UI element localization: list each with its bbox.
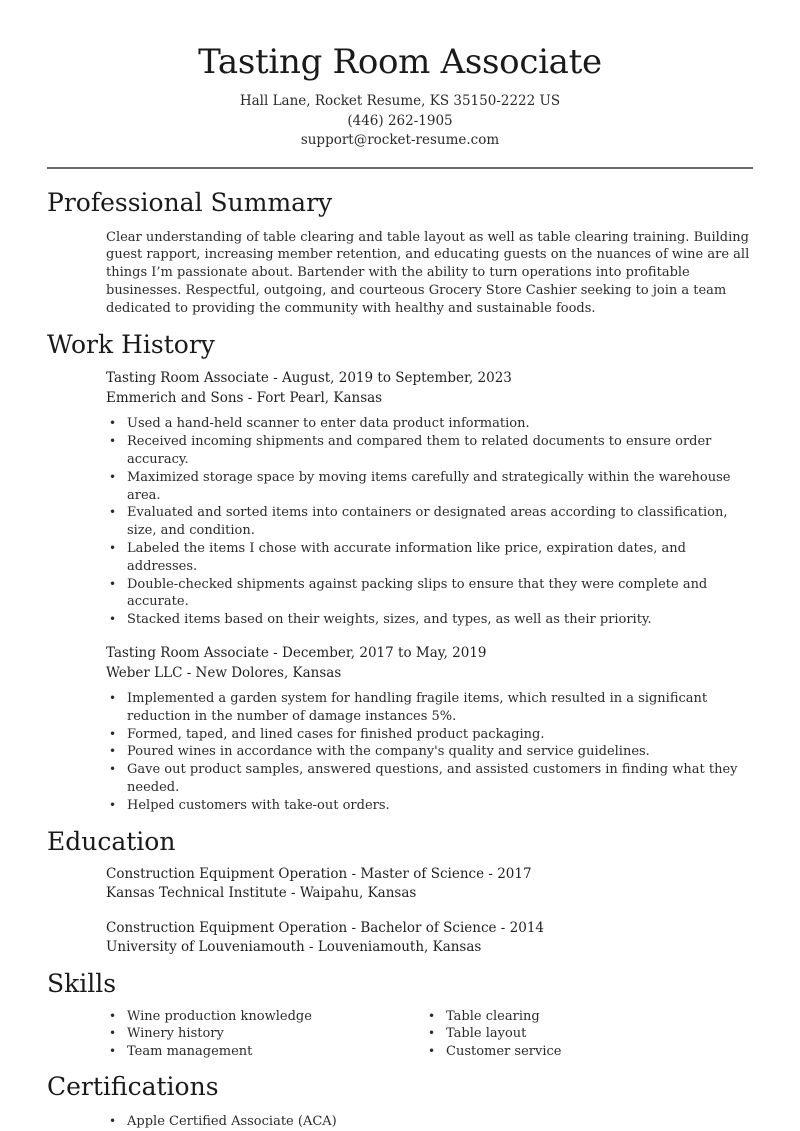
skill-item: • Wine production knowledge [106,1008,425,1026]
education-school-line: Kansas Technical Institute - Waipahu, Kansas [106,885,417,902]
skill-item: • Winery history [106,1025,425,1043]
skill-item: • Team management [106,1043,425,1061]
skill-item: • Table layout [425,1025,561,1043]
education-school-line: University of Louveniamouth - Louveniamouth, Kansas [106,939,482,956]
section-heading-education: Education [47,826,176,856]
section-heading-certifications: Certifications [47,1072,219,1102]
section-skills [0,967,800,1061]
job-company-line: Emmerich and Sons - Fort Pearl, Kansas [106,390,383,407]
section-work-history [0,328,800,814]
skills-column-left [106,1008,425,1061]
education-degree-line: Construction Equipment Operation - Master of Science - 2017 [106,865,532,882]
section-heading-skills: Skills [47,968,117,998]
list-item: • Implemented a garden system for handling fragile items, which resulted in a significant reduction in the number of damage instances 5%. [106,690,752,726]
section-heading-summary: Professional Summary [47,187,333,217]
contact-address: Hall Lane, Rocket Resume, KS 35150-2222 US [239,93,561,109]
list-item: • Poured wines in accordance with the company's quality and service guidelines. [106,743,752,761]
skills-column-right [425,1008,561,1061]
list-item: • Maximized storage space by moving items carefully and strategically within the warehouse area. [106,469,752,505]
list-item: • Used a hand-held scanner to enter data product information. [106,415,752,433]
section-summary [0,186,800,318]
contact-phone: (446) 262-1905 [347,112,453,129]
job-company-line: Weber LLC - New Dolores, Kansas [106,665,342,682]
contact-email: support@rocket-resume.com [300,132,500,148]
education-degree-line: Construction Equipment Operation - Bachelor of Science - 2014 [106,919,545,936]
job-title-line: Tasting Room Associate - August, 2019 to September, 2023 [106,370,512,387]
resume-title: Tasting Room Associate [198,42,602,82]
list-item: • Gave out product samples, answered questions, and assisted customers in finding what they needed. [106,761,752,797]
skills-grid [106,1008,800,1061]
job-bullets [106,690,752,815]
certifications-list [106,1113,752,1131]
education-entry [106,919,752,958]
job-bullets [106,415,752,629]
list-item: • Formed, taped, and lined cases for finished product packaging. [106,726,752,744]
list-item: • Received incoming shipments and compared them to related documents to ensure order accuracy. [106,433,752,469]
certification-item: • Apple Certified Associate (ACA) [106,1113,752,1131]
list-item: • Double-checked shipments against packing slips to ensure that they were complete and accurate. [106,576,752,612]
section-education [0,825,800,958]
job-entry [0,368,800,629]
job-entry [0,643,800,815]
resume-header [0,0,800,169]
education-entry [106,865,752,904]
header-divider [47,167,753,169]
job-title-line: Tasting Room Associate - December, 2017 to May, 2019 [106,645,487,662]
list-item: • Helped customers with take-out orders. [106,797,752,815]
summary-text: Clear understanding of table clearing and table layout as well as table clearing training. Building guest rapport, increasing member retention, and educating guests on the nuances of wine are all things I’m passionate about. Bartender with the ability to turn operations into profitable businesses. Respectful, outgoing, and courteous Grocery Store Cashier seeking to join a team dedicated to providing the community with healthy and sustainable foods. [106,229,750,316]
skill-item: • Customer service [425,1043,561,1061]
section-certifications [0,1070,800,1131]
list-item: • Stacked items based on their weights, sizes, and types, as well as their priority. [106,611,752,629]
section-heading-work: Work History [47,330,215,360]
skill-item: • Table clearing [425,1008,561,1026]
list-item: • Evaluated and sorted items into containers or designated areas according to classification, size, and condition. [106,504,752,540]
contact-info [0,92,800,151]
list-item: • Labeled the items I chose with accurate information like price, expiration dates, and addresses. [106,540,752,576]
